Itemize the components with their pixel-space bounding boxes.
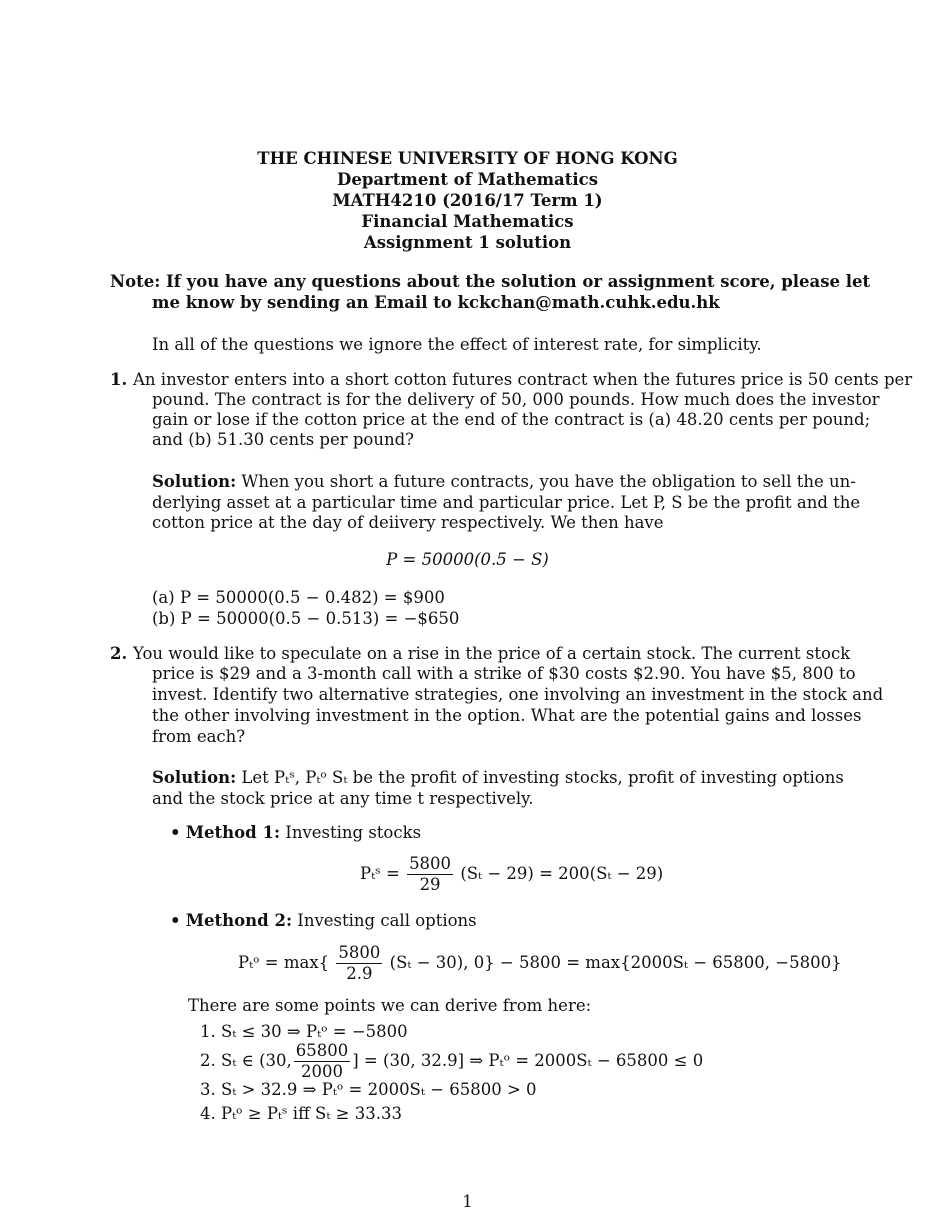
q1-solution-line-3: cotton price at the day of deiivery respectively. We then have [152,513,664,532]
method-1-fraction [407,854,453,895]
method-2-text: Investing call options [297,911,477,930]
method-2-item [170,910,477,931]
method-1-label: Method 1: [185,823,281,842]
document-title: Assignment 1 solution [363,233,572,252]
q2-solution-text-1: Let Pₜˢ, Pₜᵒ Sₜ be the profit of investing stocks, profit of investing options [241,768,844,787]
page-number: 1 [462,1192,473,1211]
method-2-formula [238,942,842,984]
q2-solution-line-1 [152,767,844,788]
q1-solution-line-1 [152,471,856,492]
method-2-fraction [336,943,382,984]
q2-text-line-3: invest. Identify two alternative strategies, one involving an investment in the stock and [152,685,884,704]
method-2-rhs: (Sₜ − 30), 0} − 5800 = max{2000Sₜ − 65800, −5800} [389,953,842,972]
q2-text-line-5: from each? [152,727,246,746]
note-line-2: me know by sending an Email to kckchan@math.cuhk.edu.hk [152,293,720,312]
method-1-numerator: 5800 [409,854,452,873]
q2-text-line-1: You would like to speculate on a rise in the price of a certain stock. The current stock [133,644,851,663]
q2-solution-line-2: and the stock price at any time t respectively. [152,789,534,808]
method-1-text: Investing stocks [285,823,422,842]
q1-text-line-4: and (b) 51.30 cents per pound? [152,430,415,449]
course-code: MATH4210 (2016/17 Term 1) [332,191,603,210]
q2-number: 2. [110,644,128,663]
method-2-label: Methond 2: [185,911,293,930]
point-2-end: ] = (30, 32.9] ⇒ Pₜᵒ = 2000Sₜ − 65800 ≤ 0 [352,1051,704,1070]
q1-answer-b: (b) P = 50000(0.5 − 0.513) = −$650 [152,609,460,628]
point-2-denominator: 2000 [301,1062,343,1081]
course-title: Financial Mathematics [361,212,574,231]
q1-number: 1. [110,370,128,389]
point-2-numerator: 65800 [295,1041,349,1060]
q1-solution-line-2: derlying asset at a particular time and particular price. Let P, S be the profit and the [152,493,861,512]
q2-text-line-2: price is $29 and a 3-month call with a strike of $30 costs $2.90. You have $5, 800 to [152,664,856,683]
point-2-fraction [294,1041,351,1082]
q1-formula: P = 50000(0.5 − S) [386,550,549,569]
method-2-denominator: 2.9 [346,964,373,983]
department-name: Department of Mathematics [337,170,598,189]
q1-text-line-1: An investor enters into a short cotton futures contract when the futures price is 50 cents per [133,370,913,389]
point-2-start: 2. Sₜ ∈ (30, [200,1051,292,1070]
q2-text-line-4: the other involving investment in the option. What are the potential gains and losses [152,706,862,725]
method-1-denominator: 29 [419,875,441,894]
points-intro: There are some points we can derive from here: [188,996,592,1015]
point-4: 4. Pₜᵒ ≥ Pₜˢ iff Sₜ ≥ 33.33 [200,1104,402,1123]
method-1-formula [360,853,663,895]
q1-answer-a: (a) P = 50000(0.5 − 0.482) = $900 [152,588,445,607]
method-2-lhs: Pₜᵒ = max{ [238,953,330,972]
method-1-lhs: Pₜˢ = [360,864,400,883]
q1-solution-text-1: When you short a future contracts, you have the obligation to sell the un- [241,472,856,491]
point-3: 3. Sₜ > 32.9 ⇒ Pₜᵒ = 2000Sₜ − 65800 > 0 [200,1080,537,1099]
point-2 [200,1041,703,1082]
note-line-1: Note: If you have any questions about the solution or assignment score, please let [110,272,871,291]
bullet-icon: • [170,823,181,842]
q1-text-line-3: gain or lose if the cotton price at the end of the contract is (a) 48.20 cents per pound; [152,410,871,429]
university-name: THE CHINESE UNIVERSITY OF HONG KONG [257,149,678,168]
bullet-icon: • [170,911,181,930]
intro-text: In all of the questions we ignore the effect of interest rate, for simplicity. [152,335,762,354]
point-1: 1. Sₜ ≤ 30 ⇒ Pₜᵒ = −5800 [200,1022,408,1041]
q2-solution-label: Solution: [152,768,237,787]
q1-solution-label: Solution: [152,472,237,491]
method-2-numerator: 5800 [338,943,381,962]
method-1-item [170,822,421,843]
method-1-rhs: (Sₜ − 29) = 200(Sₜ − 29) [460,864,664,883]
q1-text-line-2: pound. The contract is for the delivery of 50, 000 pounds. How much does the investor [152,390,880,409]
